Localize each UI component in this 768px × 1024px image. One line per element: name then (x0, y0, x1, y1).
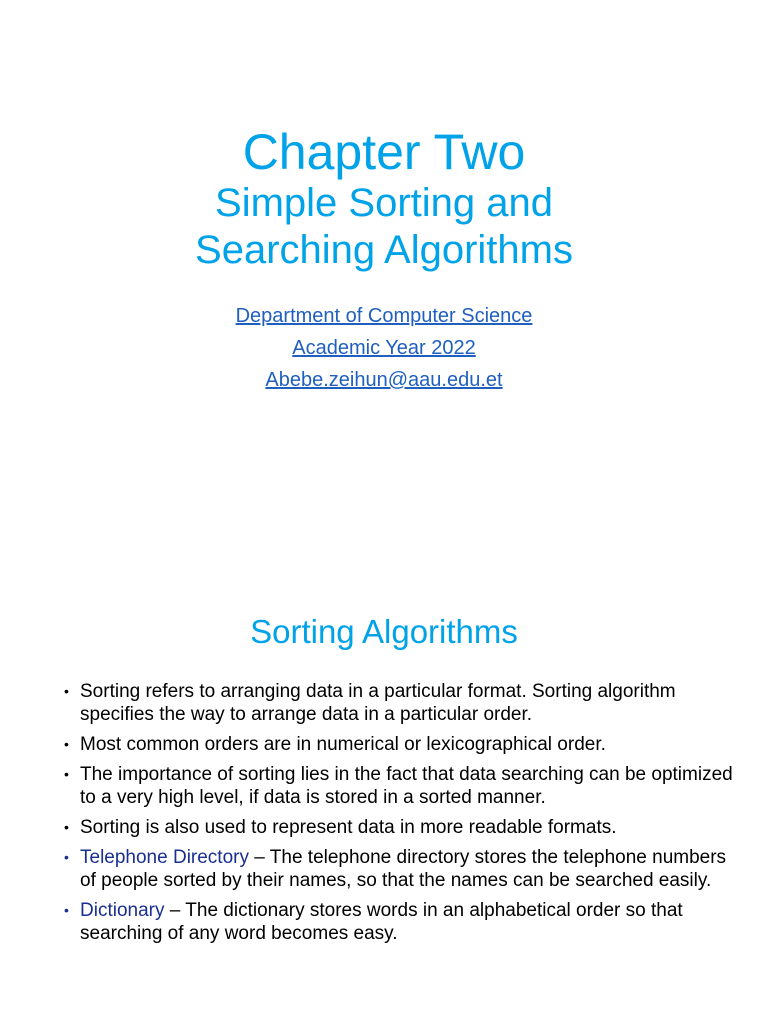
email-link[interactable]: Abebe.zeihun@aau.edu.et (265, 369, 503, 391)
bullet-text: Sorting is also used to represent data in more readable formats. (80, 817, 617, 838)
bullet-dot-icon: • (64, 766, 69, 782)
bullet-term: Dictionary (80, 900, 165, 921)
bullet-list (64, 680, 744, 952)
bullet-dot-icon: • (64, 736, 69, 752)
bullet-text: – The telephone directory stores the telephone numbers of people sorted by their names, so that the names can be searched easily. (80, 847, 727, 891)
bullet-dot-icon: • (64, 902, 69, 918)
bullet-text: The importance of sorting lies in the fact that data searching can be optimized to a very high level, if data is stored in a sorted manner. (80, 764, 733, 808)
department-link[interactable]: Department of Computer Science (235, 305, 533, 327)
bullet-dot-icon: • (64, 683, 69, 699)
chapter-subtitle (0, 180, 768, 274)
bullet-dot-icon: • (64, 819, 69, 835)
chapter-title: Chapter Two (242, 124, 526, 180)
bullet-dot-icon: • (64, 849, 69, 865)
bullet-item (64, 763, 744, 809)
section-title: Sorting Algorithms (250, 613, 518, 650)
bullet-item (64, 816, 744, 839)
contact-info (0, 300, 768, 396)
bullet-term: Telephone Directory (80, 847, 249, 868)
subtitle-line-2: Searching Algorithms (195, 228, 573, 272)
bullet-item (64, 733, 744, 756)
bullet-text: Sorting refers to arranging data in a particular format. Sorting algorithm specifies the way to arrange data in a particular order. (80, 681, 676, 725)
bullet-item (64, 899, 744, 945)
bullet-text: Most common orders are in numerical or lexicographical order. (80, 734, 606, 755)
bullet-item (64, 846, 744, 892)
bullet-text: – The dictionary stores words in an alphabetical order so that searching of any word becomes easy. (80, 900, 683, 944)
bullet-item (64, 680, 744, 726)
subtitle-line-1: Simple Sorting and (215, 181, 553, 225)
academic-year-link[interactable]: Academic Year 2022 (292, 337, 476, 359)
sorting-algorithms-slide (0, 512, 768, 1024)
